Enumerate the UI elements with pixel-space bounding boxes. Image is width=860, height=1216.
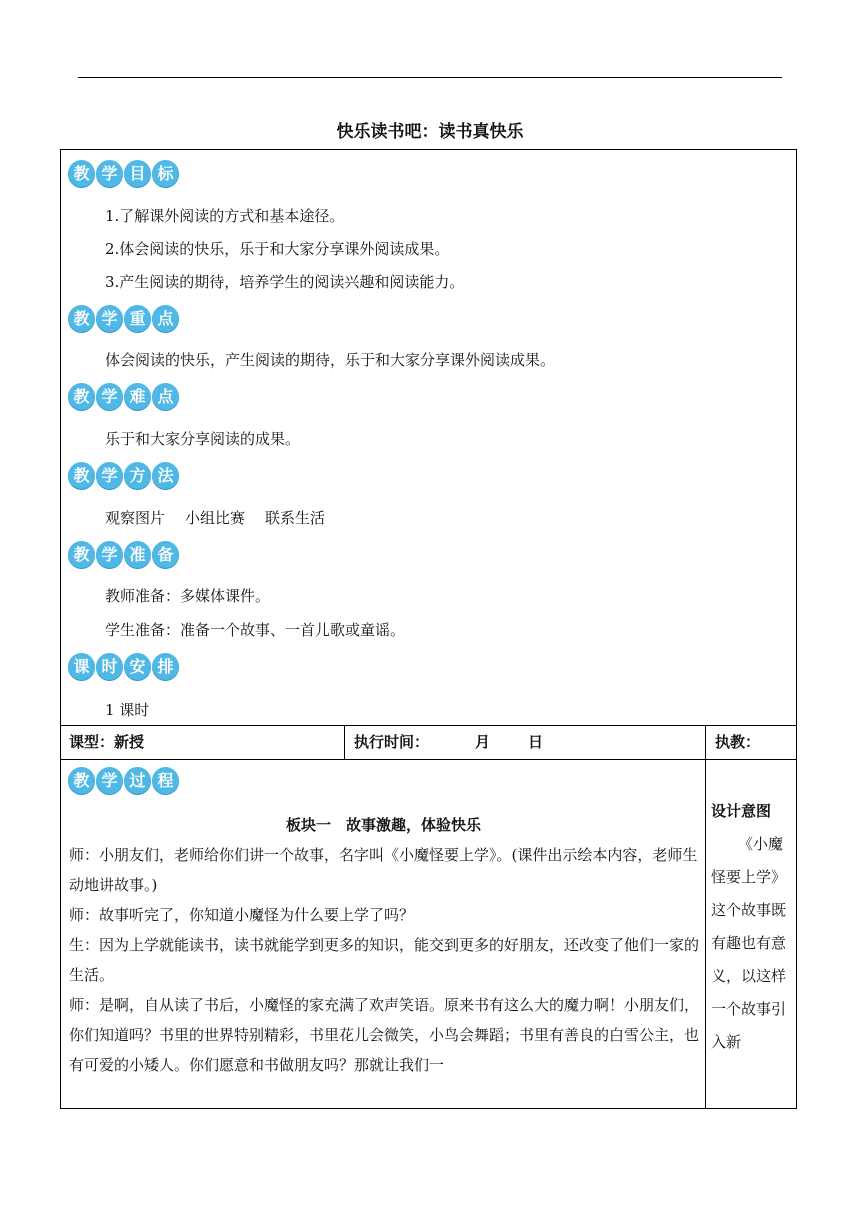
method-item: 观察图片 xyxy=(105,509,166,527)
method-item: 小组比赛 xyxy=(185,509,246,527)
heading-char: 学 xyxy=(96,462,123,489)
heading-char: 法 xyxy=(152,462,179,489)
heading-teaching-process xyxy=(68,767,180,797)
month-label: 月 xyxy=(475,733,491,751)
heading-char: 点 xyxy=(152,383,179,410)
heading-char: 课 xyxy=(68,653,95,680)
lesson-info-row xyxy=(61,725,796,760)
heading-char: 学 xyxy=(96,383,123,410)
heading-char: 时 xyxy=(96,653,123,680)
heading-schedule xyxy=(68,653,180,683)
teacher-preparation: 教师准备：多媒体课件。 xyxy=(105,587,271,605)
instructor-label: 执教： xyxy=(715,733,761,751)
heading-char: 教 xyxy=(68,767,95,794)
process-paragraph: 师：小朋友们，老师给你们讲一个故事，名字叫《小魔怪要上学》。(课件出示绘本内容，老师生动地讲故事。) xyxy=(69,846,698,894)
block-title: 板块一 故事激趣，体验快乐 xyxy=(285,816,481,834)
student-preparation: 学生准备：准备一个故事、一首儿歌或童谣。 xyxy=(105,621,406,639)
heading-char: 安 xyxy=(124,653,151,680)
goal-item: 2.体会阅读的快乐，乐于和大家分享课外阅读成果。 xyxy=(105,240,450,258)
heading-char: 学 xyxy=(96,305,123,332)
lesson-type: 课型：新授 xyxy=(69,733,145,751)
heading-char: 学 xyxy=(96,160,123,187)
heading-char: 重 xyxy=(124,305,151,332)
lesson-overview-cell xyxy=(61,150,796,725)
header-rule xyxy=(78,77,782,78)
heading-char: 学 xyxy=(96,541,123,568)
column-divider xyxy=(344,726,345,759)
heading-key-points xyxy=(68,305,180,335)
difficulties-text: 乐于和大家分享阅读的成果。 xyxy=(105,430,301,448)
heading-char: 过 xyxy=(124,767,151,794)
heading-char: 难 xyxy=(124,383,151,410)
heading-teaching-goals xyxy=(68,160,180,190)
heading-difficulties xyxy=(68,383,180,413)
heading-char: 排 xyxy=(152,653,179,680)
heading-char: 点 xyxy=(152,305,179,332)
heading-char: 备 xyxy=(152,541,179,568)
heading-char: 教 xyxy=(68,462,95,489)
methods-list xyxy=(105,507,325,528)
execution-time-label: 执行时间： xyxy=(354,733,430,751)
lesson-plan-table xyxy=(60,149,797,1109)
process-paragraph: 师：故事听完了，你知道小魔怪为什么要上学了吗？ xyxy=(69,906,415,924)
heading-char: 程 xyxy=(152,767,179,794)
goal-item: 3.产生阅读的期待，培养学生的阅读兴趣和阅读能力。 xyxy=(105,273,465,291)
process-paragraphs xyxy=(69,840,699,1080)
design-intent-label: 设计意图 xyxy=(711,802,772,820)
heading-preparation xyxy=(68,541,180,571)
heading-char: 准 xyxy=(124,541,151,568)
process-paragraph: 师：是啊，自从读了书后，小魔怪的家充满了欢声笑语。原来书有这么大的魔力啊！小朋友们，你们知道吗？书里的世界特别精彩，书里花儿会微笑，小鸟会舞蹈；书里有善良的白雪公主，也有可爱的小矮人。你们愿意和书做朋友吗？那就让我们一 xyxy=(69,996,700,1074)
column-divider xyxy=(705,760,706,1108)
column-divider xyxy=(705,726,706,759)
heading-char: 教 xyxy=(68,160,95,187)
heading-char: 教 xyxy=(68,383,95,410)
heading-char: 标 xyxy=(152,160,179,187)
schedule-text: 1 课时 xyxy=(105,701,150,719)
method-item: 联系生活 xyxy=(265,509,326,527)
key-points-text: 体会阅读的快乐，产生阅读的期待，乐于和大家分享课外阅读成果。 xyxy=(105,351,556,369)
heading-char: 教 xyxy=(68,305,95,332)
day-label: 日 xyxy=(528,733,544,751)
heading-char: 教 xyxy=(68,541,95,568)
heading-teaching-methods xyxy=(68,462,180,492)
heading-char: 目 xyxy=(124,160,151,187)
process-paragraph: 生：因为上学就能读书，读书就能学到更多的知识，能交到更多的好朋友，还改变了他们一家的生活。 xyxy=(69,936,700,984)
heading-char: 学 xyxy=(96,767,123,794)
heading-char: 方 xyxy=(124,462,151,489)
goal-item: 1.了解课外阅读的方式和基本途径。 xyxy=(105,207,345,225)
design-intent-text: 《小魔怪要上学》这个故事既有趣也有意义，以这样一个故事引入新 xyxy=(711,835,787,1051)
document-title: 快乐读书吧：读书真快乐 xyxy=(336,122,524,142)
design-intent-cell xyxy=(711,800,787,1059)
